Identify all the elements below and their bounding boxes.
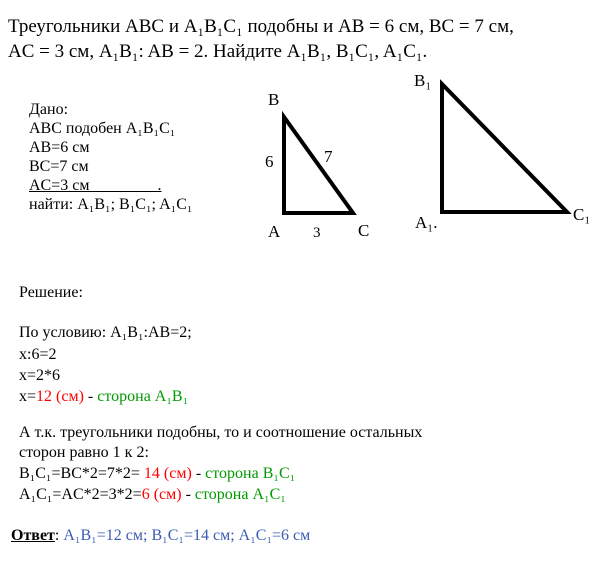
answer-label: Ответ xyxy=(11,527,55,544)
given-find: найти: A₁B₁; B₁C₁; A₁C₁ xyxy=(29,196,193,213)
side-bc-label: 7 xyxy=(324,147,333,166)
vertex-a-label: A xyxy=(268,222,281,241)
eq3-prefix: x= xyxy=(19,388,37,405)
bc-value: 14 (см) xyxy=(143,465,192,482)
eq3-dash: - xyxy=(83,388,98,405)
solution-note-1: А т.к. треугольники подобны, то и соотношение остальных xyxy=(19,424,423,441)
ac-prefix: A₁C₁=AC*2=3*2= xyxy=(19,486,142,503)
problem-line-2: AC = 3 см, A₁B₁: AB = 2. Найдите A₁B₁, B₁C₁, A₁C₁. xyxy=(8,41,428,62)
given-bc: BC=7 см xyxy=(29,158,89,175)
solution-note-2: сторон равно 1 к 2: xyxy=(19,444,149,461)
ac-side: сторона A₁C₁ xyxy=(194,486,286,503)
ac-dash: - xyxy=(181,486,195,503)
solution-eq3 xyxy=(19,387,188,406)
vertex-a1-label: A₁. xyxy=(415,213,438,232)
vertex-b-label: B xyxy=(268,90,280,109)
triangle-abc xyxy=(284,117,353,213)
answer-text: A₁B₁=12 см; B₁C₁=14 см; A₁C₁=6 см xyxy=(63,527,311,544)
solution-eq1: x:6=2 xyxy=(19,346,57,363)
given-ac: AC=3 см . xyxy=(29,177,162,194)
answer-colon: : xyxy=(54,527,64,544)
solution-condition: По условию: A₁B₁:AB=2; xyxy=(19,324,192,341)
eq3-side: сторона A₁B₁ xyxy=(97,388,189,405)
given-header: Дано: xyxy=(29,101,69,118)
vertex-c1-label: C₁ xyxy=(573,205,591,224)
solution-header: Решение: xyxy=(19,284,83,301)
problem-line-1: Треугольники ABC и A₁B₁C₁ подобны и AB = 6 см, BC = 7 см, xyxy=(8,16,514,37)
triangle-a1b1c1 xyxy=(442,84,567,212)
bc-dash: - xyxy=(191,465,206,482)
vertex-c-label: C xyxy=(358,221,370,240)
solution-eq2: x=2*6 xyxy=(19,367,61,384)
side-ac-label: 3 xyxy=(313,225,321,241)
ac-value: 6 (см) xyxy=(141,486,182,503)
eq3-value: 12 (см) xyxy=(36,388,84,405)
solution-ac xyxy=(19,485,286,504)
side-ab-label: 6 xyxy=(265,152,274,171)
bc-prefix: B₁C₁=BC*2=7*2= xyxy=(19,465,144,482)
solution-bc xyxy=(19,464,295,483)
given-similarity: ABC подобен A₁B₁C₁ xyxy=(29,120,176,137)
bc-side: сторона B₁C₁ xyxy=(205,465,296,482)
given-ab: AB=6 см xyxy=(29,139,90,156)
vertex-b1-label: B₁ xyxy=(414,71,432,90)
answer-line xyxy=(11,526,310,545)
